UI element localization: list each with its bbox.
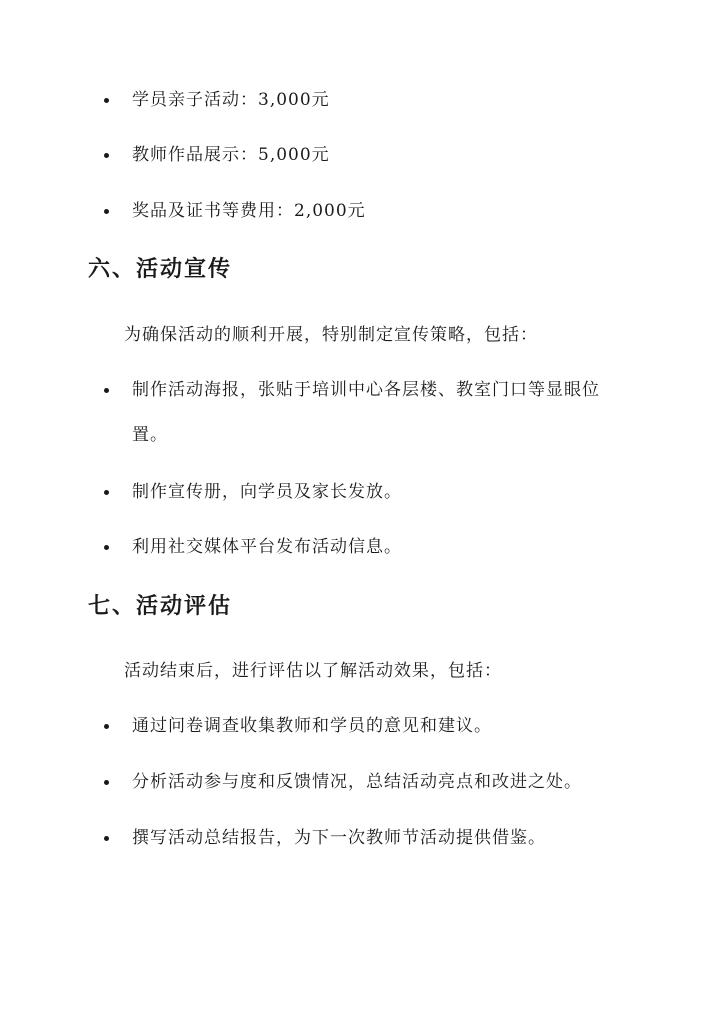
bullet-icon xyxy=(104,388,109,393)
bullet-icon xyxy=(104,98,109,103)
bullet-icon xyxy=(104,836,109,841)
bullet-icon xyxy=(104,209,109,214)
bullet-icon xyxy=(104,153,109,158)
list-item-text: 教师作品展示：5,000元 xyxy=(132,145,330,165)
bullet-icon xyxy=(104,724,109,729)
list-item-text: 撰写活动总结报告，为下一次教师节活动提供借鉴。 xyxy=(132,828,546,848)
bullet-icon xyxy=(104,780,109,785)
section-intro: 为确保活动的顺利开展，特别制定宣传策略，包括： xyxy=(124,325,538,345)
list-item-text: 制作宣传册，向学员及家长发放。 xyxy=(132,482,402,502)
bullet-icon xyxy=(104,490,109,495)
list-item-text: 通过问卷调查收集教师和学员的意见和建议。 xyxy=(132,716,492,736)
list-item-text: 利用社交媒体平台发布活动信息。 xyxy=(132,537,402,557)
section-heading: 七、活动评估 xyxy=(88,593,233,619)
bullet-icon xyxy=(104,545,109,550)
section-intro: 活动结束后，进行评估以了解活动效果，包括： xyxy=(124,661,502,681)
list-item-text: 制作活动海报，张贴于培训中心各层楼、教室门口等显眼位 xyxy=(132,380,600,400)
list-item-continuation: 置。 xyxy=(132,425,168,445)
list-item-text: 分析活动参与度和反馈情况，总结活动亮点和改进之处。 xyxy=(132,772,582,792)
list-item-text: 学员亲子活动：3,000元 xyxy=(132,90,330,110)
section-heading: 六、活动宣传 xyxy=(88,256,233,282)
list-item-text: 奖品及证书等费用：2,000元 xyxy=(132,201,366,221)
